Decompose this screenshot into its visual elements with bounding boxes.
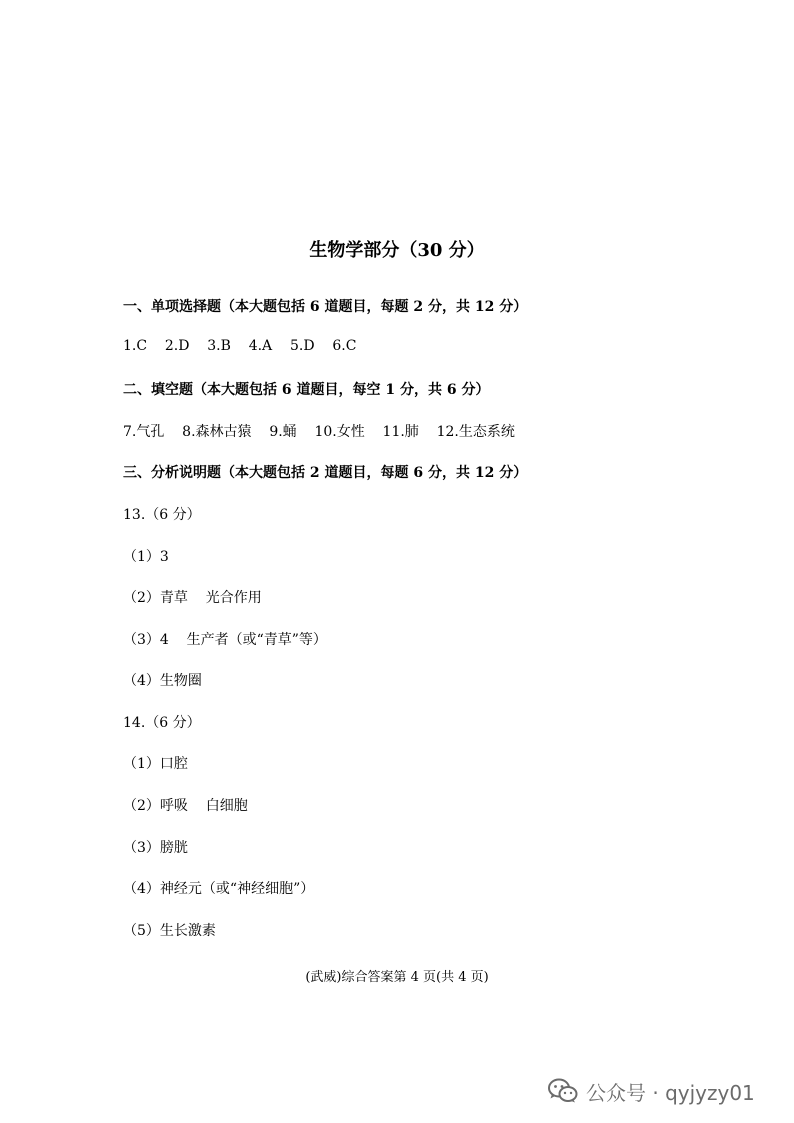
question-13-label: 13.（6 分）	[123, 507, 201, 523]
wechat-icon	[548, 1078, 578, 1104]
question-14-item: （3）膀胱	[123, 840, 188, 856]
answers-fill-blank: 7.气孔 8.森林古猿 9.蛹 10.女性 11.肺 12.生态系统	[123, 424, 515, 440]
page-title: 生物学部分（30 分）	[309, 240, 485, 261]
answers-multiple-choice: 1.C 2.D 3.B 4.A 5.D 6.C	[123, 338, 357, 354]
question-14-item: （2）呼吸 白细胞	[123, 798, 248, 814]
question-13-item: （3）4 生产者（或“青草”等）	[123, 632, 327, 648]
question-14-item: （1）口腔	[123, 756, 188, 772]
section-heading-multiple-choice: 一、单项选择题（本大题包括 6 道题目，每题 2 分，共 12 分）	[123, 299, 528, 315]
page-footer: (武威)综合答案第 4 页(共 4 页)	[305, 970, 489, 985]
watermark-text: 公众号 · qyjyzy01	[586, 1080, 755, 1105]
question-13-item: （2）青草 光合作用	[123, 590, 262, 606]
question-14-label: 14.（6 分）	[123, 715, 201, 731]
watermark	[548, 1075, 755, 1107]
section-heading-analysis: 三、分析说明题（本大题包括 2 道题目，每题 6 分，共 12 分）	[123, 465, 528, 481]
question-13-item: （4）生物圈	[123, 673, 202, 689]
question-14-item: （4）神经元（或“神经细胞”）	[123, 881, 315, 897]
section-heading-fill-blank: 二、填空题（本大题包括 6 道题目，每空 1 分，共 6 分）	[123, 382, 490, 398]
question-14-item: （5）生长激素	[123, 923, 216, 939]
question-13-item: （1）3	[123, 549, 169, 565]
